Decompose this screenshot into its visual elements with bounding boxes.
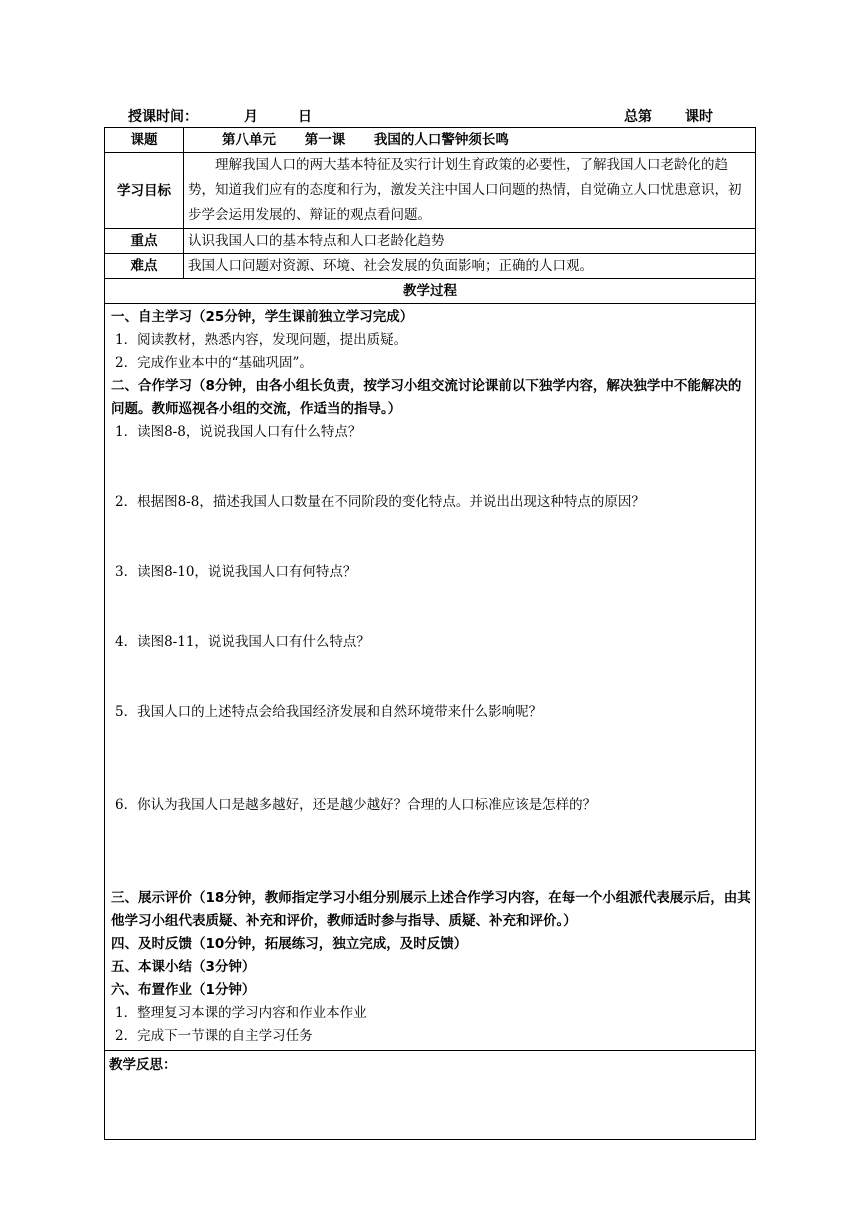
period-label: 课时 — [685, 109, 713, 125]
question-4: 4．读图8-11，说说我国人口有什么特点？ — [115, 634, 370, 650]
process-title: 教学过程 — [105, 279, 756, 304]
process-content — [105, 304, 756, 1051]
question-5: 5．我国人口的上述特点会给我国经济发展和自然环境带来什么影响呢？ — [115, 704, 543, 720]
lesson-header — [128, 106, 728, 126]
section-presentation: 三、展示评价（18分钟，教师指定学习小组分别展示上述合作学习内容，在每一个小组派代表展示后，由其他学习小组代表质疑、补充和评价，教师适时参与指导、质疑、补充和评价。） — [111, 890, 751, 929]
goal-label: 学习目标 — [105, 153, 184, 229]
reflection-cell — [105, 1051, 756, 1140]
topic-value — [184, 128, 756, 153]
difficult-label: 难点 — [105, 254, 184, 279]
question-1: 1．读图8-8，说说我国人口有什么特点？ — [115, 424, 362, 440]
key-label: 重点 — [105, 229, 184, 254]
section-summary: 五、本课小结（3分钟） — [111, 959, 256, 975]
question-3: 3．读图8-10，说说我国人口有何特点？ — [115, 564, 357, 580]
question-2: 2．根据图8-8，描述我国人口数量在不同阶段的变化特点。并说出出现这种特点的原因？ — [115, 494, 645, 510]
difficult-row — [105, 254, 756, 279]
unit-text: 第八单元 — [222, 132, 276, 148]
homework-item-2: 2．完成下一节课的自主学习任务 — [115, 1028, 313, 1044]
total-label: 总第 — [624, 109, 652, 125]
question-6: 6．你认为我国人口是越多越好，还是越少越好？合理的人口标准应该是怎样的？ — [115, 797, 597, 813]
topic-label: 课题 — [105, 128, 184, 153]
goal-text: 理解我国人口的两大基本特征及实行计划生育政策的必要性，了解我国人口老龄化的趋势，知道我们应有的态度和行为，激发关注中国人口问题的热情，自觉确立人口忧患意识，初步学会运用发展的、辩证的观点看问题。 — [184, 153, 756, 229]
section-self-study: 一、自主学习（25分钟，学生课前独立学习完成） — [111, 309, 414, 325]
lesson-title: 我国的人口警钟须长鸣 — [373, 132, 509, 148]
process-title-row — [105, 279, 756, 304]
section-feedback: 四、及时反馈（10分钟，拓展练习，独立完成，及时反馈） — [111, 936, 468, 952]
lesson-text: 第一课 — [304, 132, 346, 148]
reflection-row — [105, 1051, 756, 1140]
goal-row — [105, 153, 756, 229]
process-row — [105, 304, 756, 1051]
self-study-item-1: 1．阅读教材，熟悉内容，发现问题，提出质疑。 — [115, 332, 408, 348]
key-text: 认识我国人口的基本特点和人口老龄化趋势 — [184, 229, 756, 254]
reflection-label: 教学反思： — [109, 1057, 177, 1073]
topic-row — [105, 128, 756, 153]
day-label: 日 — [298, 109, 312, 125]
difficult-text: 我国人口问题对资源、环境、社会发展的负面影响；正确的人口观。 — [184, 254, 756, 279]
key-row — [105, 229, 756, 254]
time-label: 授课时间： — [128, 109, 198, 125]
section-cooperative: 二、合作学习（8分钟，由各小组长负责，按学习小组交流讨论课前以下独学内容，解决独学中不能解决的问题。教师巡视各小组的交流，作适当的指导。） — [111, 378, 742, 417]
section-homework: 六、布置作业（1分钟） — [111, 982, 256, 998]
lesson-plan-table — [104, 127, 756, 1140]
month-label: 月 — [244, 109, 258, 125]
self-study-item-2: 2．完成作业本中的“基础巩固”。 — [115, 355, 313, 371]
homework-item-1: 1．整理复习本课的学习内容和作业本作业 — [115, 1005, 367, 1021]
